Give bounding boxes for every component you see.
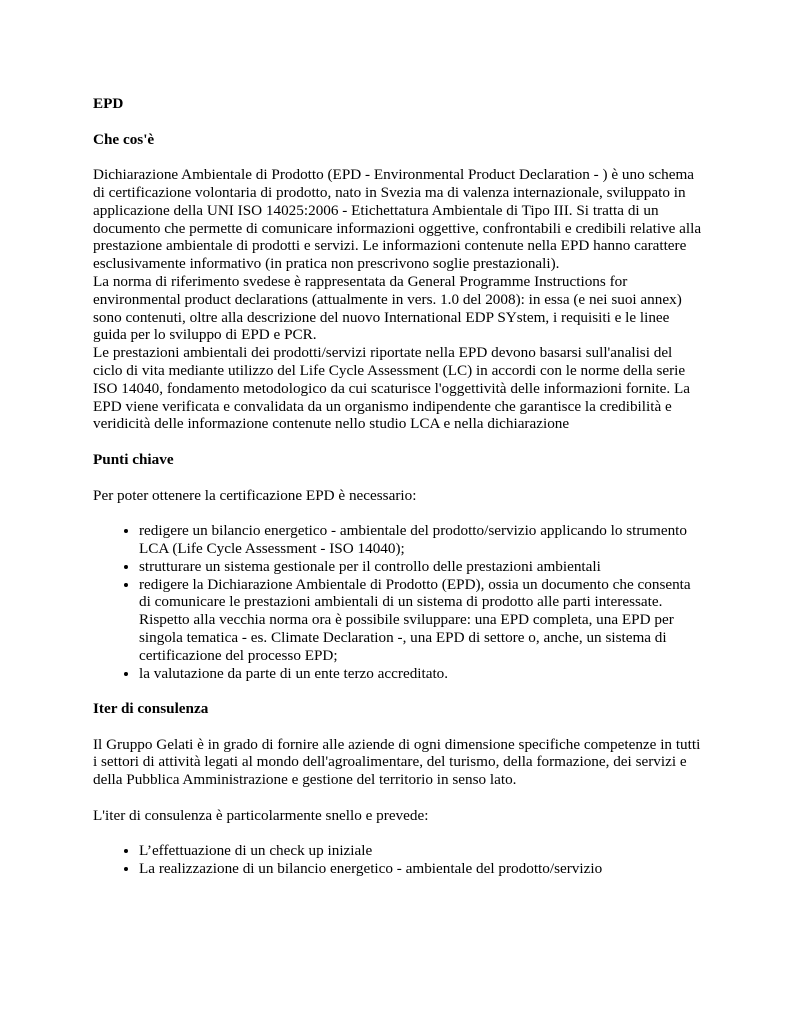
heading-iter-di-consulenza: Iter di consulenza xyxy=(93,700,209,718)
punti-chiave-intro: Per poter ottenere la certificazione EPD è necessario: xyxy=(93,486,417,504)
iter-intro: L'iter di consulenza è particolarmente snello e prevede: xyxy=(93,806,429,824)
list-item: • redigere la Dichiarazione Ambientale di Prodotto (EPD), ossia un documento che consenta di comunicare le prestazioni ambientali di un sistema di prodotto alle parti interessate. Rispetto alla vecchia norma ora è possibile sviluppare: una EPD completa, una EPD per singola tematica - es. Climate Declaration -, una EPD di settore o, anche, un sistema di certificazione del processo EPD; xyxy=(139,576,705,665)
heading-punti-chiave: Punti chiave xyxy=(93,450,174,468)
document-page xyxy=(93,95,705,878)
list-item: • redigere un bilancio energetico - ambientale del prodotto/servizio applicando lo strumento LCA (Life Cycle Assessment - ISO 14040); xyxy=(139,522,705,558)
paragraph-performance: Le prestazioni ambientali dei prodotti/servizi riportate nella EPD devono basarsi sull'analisi del ciclo di vita mediante utilizzo del Life Cycle Assessment (LC) in accordi con le norme della serie ISO 14040, fondamento metodologico da cui scaturisce l'oggettività delle informazioni fornite. La EPD viene verificata e convalidata da un organismo indipendente che garantisce la credibilità e veridicità delle informazione contenute nello studio LCA e nella dichiarazione xyxy=(93,344,690,433)
iter-list xyxy=(93,842,705,878)
paragraph-gruppo-gelati: Il Gruppo Gelati è in grado di fornire alle aziende di ogni dimensione specifiche competenze in tutti i settori di attività legati al mondo dell'agroalimentare, del turismo, della formazione, dei servizi e della Pubblica Amministrazione e gestione del territorio in senso lato. xyxy=(93,735,701,789)
paragraph-definition: Dichiarazione Ambientale di Prodotto (EPD - Environmental Product Declaration - ) è uno schema di certificazione volontaria di prodotto, nato in Svezia ma di valenza internazionale, sviluppato in applicazione della UNI ISO 14025:2006 - Etichettatura Ambientale di Tipo III. Si tratta di un documento che permette di comunicare informazioni oggettive, confrontabili e credibili relative alla prestazione ambientale di prodotti e servizi. Le informazioni contenute nella EPD hanno carattere esclusivamente informativo (in pratica non prescrivono soglie prestazionali). xyxy=(93,166,702,273)
paragraph-reference-norm: La norma di riferimento svedese è rappresentata da General Programme Instructions for environmental product declarations (attualmente in vers. 1.0 del 2008): in essa (e nei suoi annex) sono contenuti, oltre alla descrizione del nuovo International EDP SYstem, i requisiti e le linee guida per lo sviluppo di EPD e PCR. xyxy=(93,272,682,344)
list-item: • L’effettuazione di un check up iniziale xyxy=(139,842,705,860)
list-item: • la valutazione da parte di un ente terzo accreditato. xyxy=(139,665,705,683)
document-title: EPD xyxy=(93,95,124,112)
list-item: • La realizzazione di un bilancio energetico - ambientale del prodotto/servizio xyxy=(139,860,705,878)
heading-che-cose: Che cos'è xyxy=(93,130,155,148)
punti-chiave-list xyxy=(93,522,705,682)
list-item: • strutturare un sistema gestionale per il controllo delle prestazioni ambientali xyxy=(139,558,705,576)
